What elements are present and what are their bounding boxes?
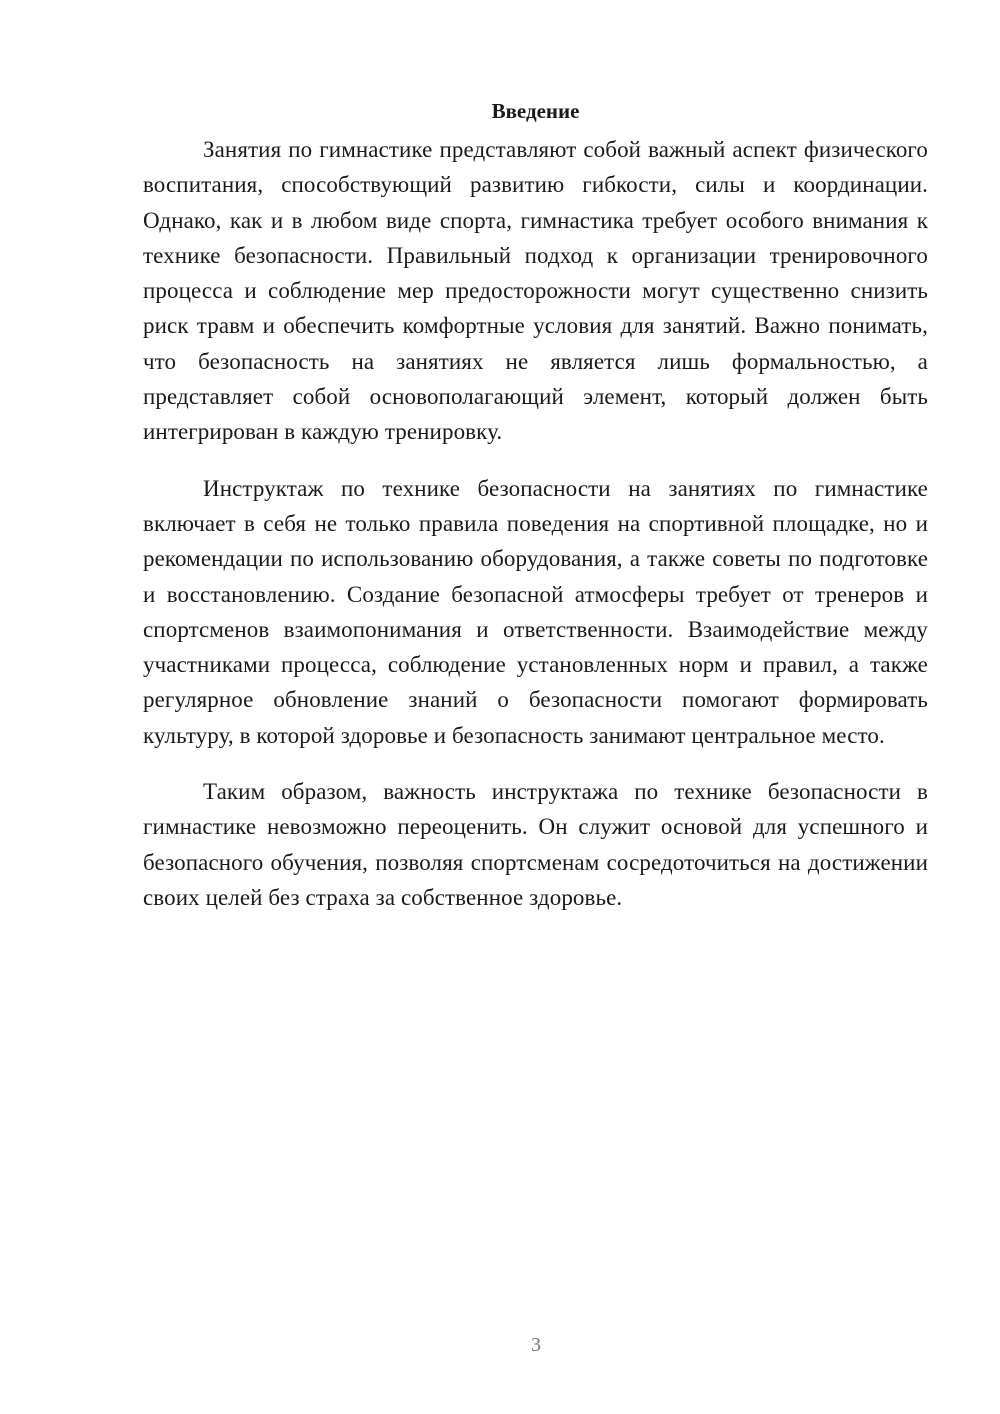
paragraph-2: Инструктаж по технике безопасности на занятиях по гимнастике включает в себя не только правила поведения на спортивной площадке, но и рекомендации по использованию оборудования, а также советы по подготовке и восстановлению. Создание безопасной атмосферы требует от тренеров и спортсменов взаимопонимания и ответственности. Взаимодействие между участниками процесса, соблюдение установленных норм и правил, а также регулярное обновление знаний о безопасности помогают формировать культуру, в которой здоровье и безопасность занимают центральное место. — [143, 475, 928, 748]
paragraph-3: Таким образом, важность инструктажа по технике безопасности в гимнастике невозможно переоценить. Он служит основой для успешного и безопасного обучения, позволяя спортсменам сосредоточиться на достижении своих целей без страха за собственное здоровье. — [143, 779, 928, 910]
paragraph-1: Занятия по гимнастике представляют собой важный аспект физического воспитания, способствующий развитию гибкости, силы и координации. Однако, как и в любом виде спорта, гимнастика требует особого внимания к технике безопасности. Правильный подход к организации тренировочного процесса и соблюдение мер предосторожности могут существенно снизить риск травм и обеспечить комфортные условия для занятий. Важно понимать, что безопасность на занятиях не является лишь формальностью, а представляет собой основополагающий элемент, который должен быть интегрирован в каждую тренировку. — [143, 137, 928, 445]
page-number: 3 — [531, 1334, 541, 1356]
page-content — [143, 96, 928, 936]
section-heading: Введение — [491, 99, 580, 123]
